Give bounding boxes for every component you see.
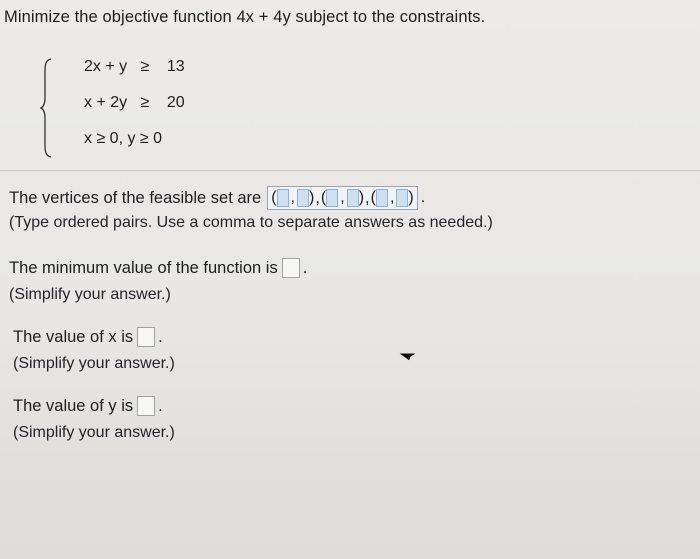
pair-x-input[interactable] xyxy=(376,189,388,207)
paren-open: ( xyxy=(320,189,327,206)
period: . xyxy=(158,396,163,415)
pair-x-input[interactable] xyxy=(326,189,338,207)
paren-close: ) xyxy=(408,189,414,206)
pair-comma: , xyxy=(290,189,295,206)
min-value-label: The minimum value of the function is xyxy=(9,258,278,277)
x-value-hint: (Simplify your answer.) xyxy=(13,355,175,372)
constraint-row xyxy=(84,94,185,112)
pair-y-input[interactable] xyxy=(297,189,309,207)
ordered-pair xyxy=(371,189,414,207)
section-divider xyxy=(0,170,700,171)
vertices-answer-field[interactable] xyxy=(267,186,418,210)
pair-separator: , xyxy=(315,188,320,207)
vertices-label: The vertices of the feasible set are xyxy=(9,188,262,207)
constraint-row xyxy=(84,58,185,76)
brace-icon xyxy=(40,58,52,158)
constraint-rhs: 13 xyxy=(166,58,185,75)
pair-separator: , xyxy=(365,188,370,207)
y-value-input[interactable] xyxy=(137,396,155,416)
y-value-question xyxy=(13,396,163,416)
pair-y-input[interactable] xyxy=(347,189,359,207)
pair-x-input[interactable] xyxy=(277,189,289,207)
problem-prompt: Minimize the objective function 4x + 4y subject to the constraints. xyxy=(4,8,486,26)
constraint-rhs: 20 xyxy=(166,94,185,111)
paren-close: ) xyxy=(309,189,315,206)
constraint-operator: ≥ xyxy=(140,58,150,75)
x-value-label: The value of x is xyxy=(13,327,134,346)
period: . xyxy=(302,258,308,277)
constraint-row xyxy=(84,130,162,148)
pair-comma: , xyxy=(389,189,395,206)
constraint-lhs: x + 2y xyxy=(84,94,128,111)
min-value-question xyxy=(9,258,307,278)
x-value-input[interactable] xyxy=(137,327,155,347)
mouse-cursor-icon xyxy=(398,343,416,361)
paren-open: ( xyxy=(370,189,376,206)
period: . xyxy=(420,189,426,206)
pair-y-input[interactable] xyxy=(396,189,408,207)
min-value-hint: (Simplify your answer.) xyxy=(9,286,171,303)
constraint-operator: ≥ xyxy=(140,94,150,111)
min-value-input[interactable] xyxy=(282,258,300,278)
constraint-lhs: 2x + y xyxy=(84,58,128,75)
constraint-nonnegativity: x ≥ 0, y ≥ 0 xyxy=(84,130,163,147)
ordered-pair xyxy=(321,189,364,207)
vertices-hint: (Type ordered pairs. Use a comma to separate answers as needed.) xyxy=(9,214,493,231)
period: . xyxy=(158,327,163,346)
paren-close: ) xyxy=(358,189,365,206)
vertices-question xyxy=(9,186,425,210)
x-value-question xyxy=(13,327,163,347)
ordered-pair xyxy=(271,189,314,207)
pair-comma: , xyxy=(340,189,345,206)
y-value-label: The value of y is xyxy=(13,396,134,415)
y-value-hint: (Simplify your answer.) xyxy=(13,424,175,441)
paren-open: ( xyxy=(271,189,277,206)
